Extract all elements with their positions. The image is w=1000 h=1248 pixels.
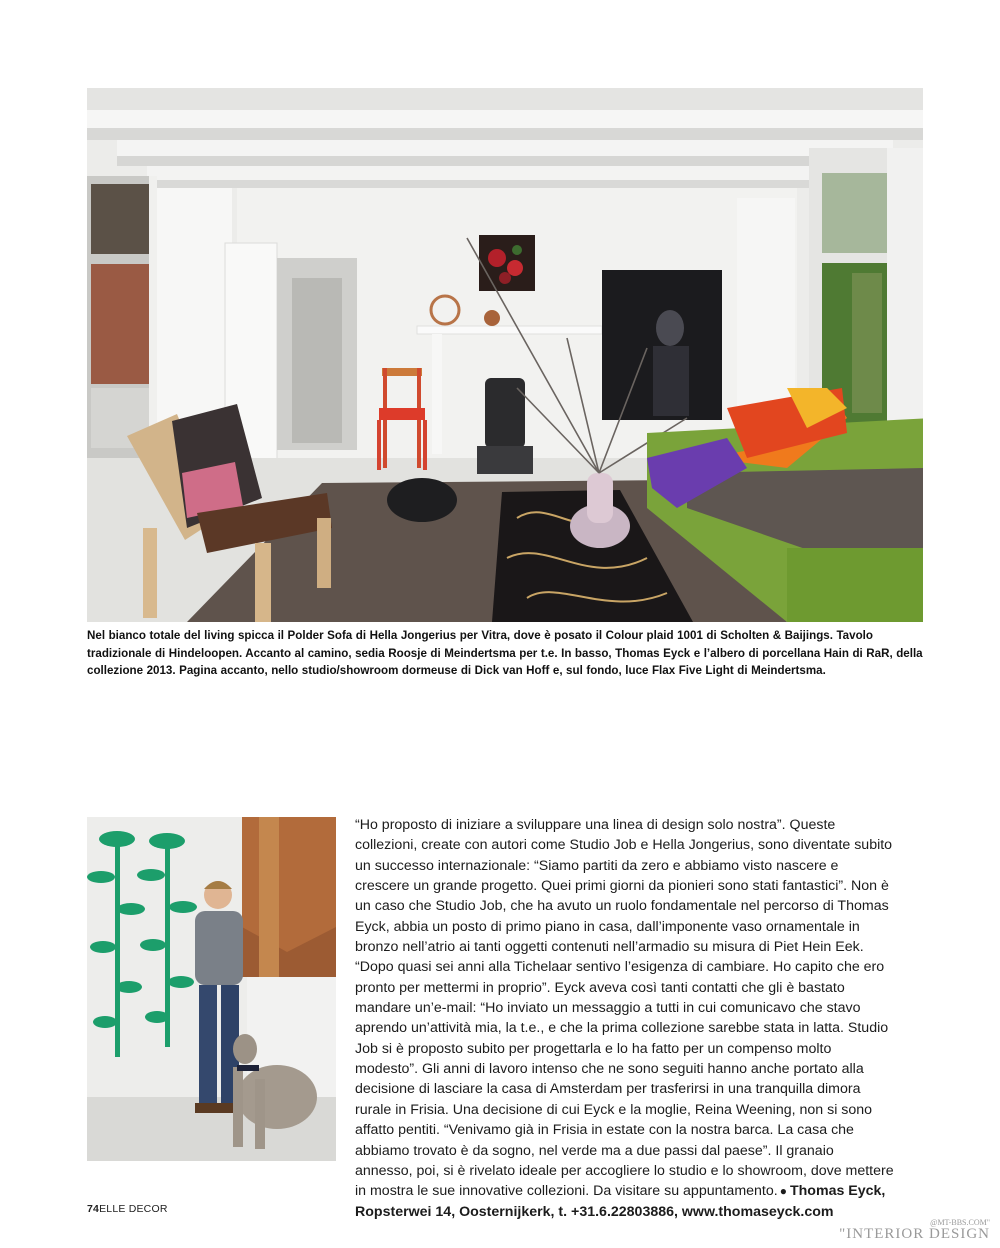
- page-number: 74: [87, 1203, 100, 1215]
- bullet-icon: ●: [779, 1184, 787, 1199]
- photo-caption: Nel bianco totale del living spicca il Polder Sofa di Hella Jongerius per Vitra, dove è posato il Colour plaid 1001 di Scholten & Baijings. Tavolo tradizionale di Hindeloopen. Accanto al camino, sedia Roosje di Meindertsma per t.e. In basso, Thomas Eyck e l’albero di porcellana Hain di RaR, della collezione 2013. Pagina accanto, nello studio/showroom dormeuse di Dick van Hoff e, sul fondo, luce Flax Five Light di Meindertsma.: [87, 629, 923, 677]
- article-body: [355, 815, 895, 1222]
- portrait-illustration: [87, 817, 336, 1161]
- portrait-photo: [87, 817, 336, 1161]
- living-room-photo: [87, 88, 923, 622]
- article-text: “Ho proposto di iniziare a sviluppare una linea di design solo nostra”. Queste collezioni, create con autori come Studio Job e Hella Jongerius, sono diventate subito un successo internazionale: “Siamo partiti da zero e abbiamo visto nascere e crescere un grande progetto. Quei primi giorni da pionieri sono stati fantastici”. Non è un caso che Studio Job, che ha avuto un ruolo fondamentale nel percorso di Thomas Eyck, abbia un posto di primo piano in casa, dall’imponente vaso ornamentale in bronzo nell’atrio ai tanti oggetti contenuti nell’armadio su misura di Piet Hein Eek. “Dopo quasi sei anni alla Tichelaar sentivo l’esigenza di cambiare. Ho capito che ero pronto per mettermi in proprio”. Eyck aveva così tanti contatti che gli è bastato mandare un’e-mail: “Ho inviato un messaggio a tutti in cui comunicavo che stavo aprendo un’attività mia, la t.e., e che la prima collezione sarebbe stata in latta. Studio Job si è proposto subito per progettarla e lo ha fatto per un compenso molto modesto”. Gli anni di lavoro intenso che ne sono seguiti hanno anche portato alla decisione di lasciare la casa di Amsterdam per trasferirsi in una tranquilla dimora rurale in Frisia. Una decisione di cui Eyck e la moglie, Reina Weening, non si sono affatto pentiti. “Venivamo già in Frisia in estate con la nostra barca. La casa che abbiamo trovato è da sogno, nel verde ma a due passi dal paese”. Il granaio annesso, poi, si è rivelato ideale per accogliere lo studio e lo showroom, dove mettere in mostra le sue innovative collezioni. Da visitare su appuntamento.: [355, 817, 894, 1200]
- contact-info: Thomas Eyck, Ropsterwei 14, Oosternijkerk, t. +31.6.22803886, www.thomaseyck.com: [355, 1183, 886, 1220]
- article-paragraph: [355, 815, 895, 1222]
- watermark-line1: @MT-BBS.COM": [930, 1218, 990, 1227]
- living-room-illustration: [87, 88, 923, 622]
- watermark: [839, 1219, 990, 1242]
- page-folio: [87, 1203, 168, 1215]
- watermark-line2: "INTERIOR DESIGN: [839, 1226, 990, 1242]
- magazine-name: ELLE DECOR: [99, 1203, 168, 1215]
